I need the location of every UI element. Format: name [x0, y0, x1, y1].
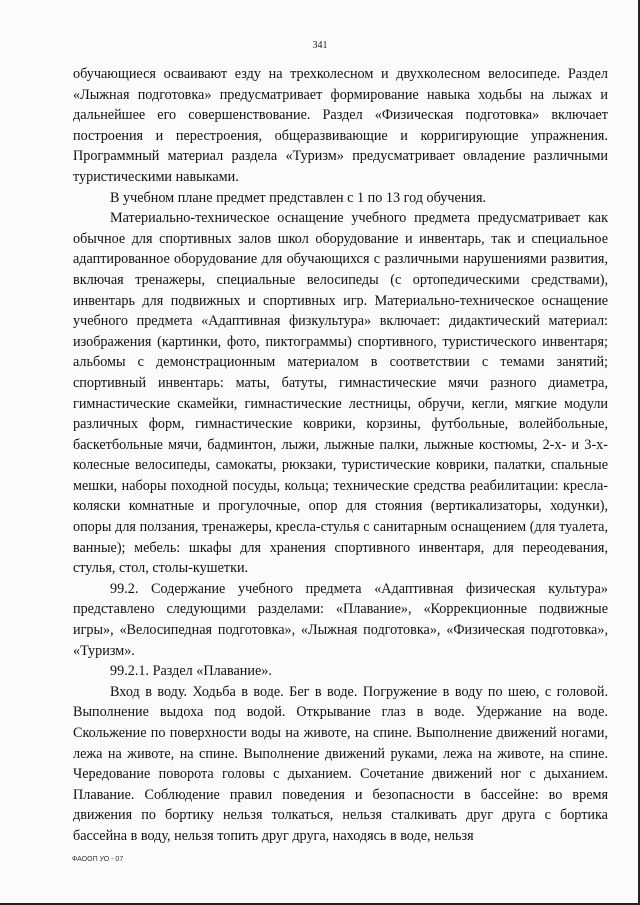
paragraph-cycling-skiing-sections: обучающиеся осваивают езду на трехколесном и двухколесном велосипеде. Раздел «Лыжная подготовка» предусматривает формирование навыка ходьбы на лыжах и дальнейшее его совершенствование. Раздел «Физическая подготовка» включает построения и перестроения, общеразвивающие и корригирующие упражнения. Программный материал раздела «Туризм» предусматривает овладение различными туристическими навыками.	[73, 66, 608, 185]
paragraph-swimming: Вход в воду. Ходьба в воде. Бег в воде. Погружение в воду по шею, с головой. Выполнение выдоха под водой. Открывание глаз в воде. Удержание на воде. Скольжение по поверхности воды на животе, на спине. Выполнение движений ногами, лежа на животе, на спине. Выполнение движений руками, лежа на животе, на спине. Чередование поворота головы с дыханием. Сочетание движений ног с дыханием. Плавание. Соблюдение правил поведения и безопасности в бассейне: во время движения по бортику нельзя толкаться, нельзя сталкивать друг друга с бортика бассейна в воду, нельзя топить друг друга, находясь в воде, нельзя	[73, 683, 608, 844]
page-number: 341	[312, 40, 328, 51]
section-heading-swimming: 99.2.1. Раздел «Плавание».	[110, 663, 272, 680]
paragraph-study-years: В учебном плане предмет представлен с 1 по 13 год обучения.	[110, 189, 487, 206]
page-footer: ФАООП УО - 07	[72, 856, 124, 863]
paragraph-subject-content: 99.2. Содержание учебного предмета «Адаптивная физическая культура» представлено следующими разделами: «Плавание», «Коррекционные подвижные игры», «Велосипедная подготовка», «Лыжная подготовка», «Физическая подготовка», «Туризм».	[73, 580, 608, 659]
paragraph-equipment: Материально-техническое оснащение учебного предмета предусматривает как обычное для спортивных залов школ оборудование и инвентарь, так и специальное адаптированное оборудование для обучающихся с различными нарушениями развития, включая тренажеры, специальные велосипеды (с ортопедическими средствами), инвентарь для подвижных и спортивных игр. Материально-техническое оснащение учебного предмета «Адаптивная физкультура» включает: дидактический материал: изображения (картинки, фото, пиктограммы) спортивного, туристического инвентаря; альбомы с демонстрационным материалом в соответствии с темами занятий; спортивный инвентарь: маты, батуты, гимнастические мячи разного диаметра, гимнастические скамейки, гимнастические лестницы, обручи, кегли, мягкие модули различных форм, гимнастические коврики, корзины, футбольные, волейбольные, баскетбольные мячи, бадминтон, лыжи, лыжные палки, лыжные костюмы, 2-х- и 3-х- колесные велосипеды, самокаты, рюкзаки, туристические коврики, палатки, спальные мешки, наборы походной посуды, кольца; технические средства реабилитации: кресла-коляски комнатные и прогулочные, опор для стояния (вертикализаторы, ходунки), опоры для ползания, тренажеры, кресла-стулья с санитарным оснащением (для туалета, ванные); мебель: шкафы для хранения спортивного инвентаря, для переодевания, стулья, стол, столы-кушетки.	[73, 210, 608, 577]
body-text	[73, 64, 608, 847]
